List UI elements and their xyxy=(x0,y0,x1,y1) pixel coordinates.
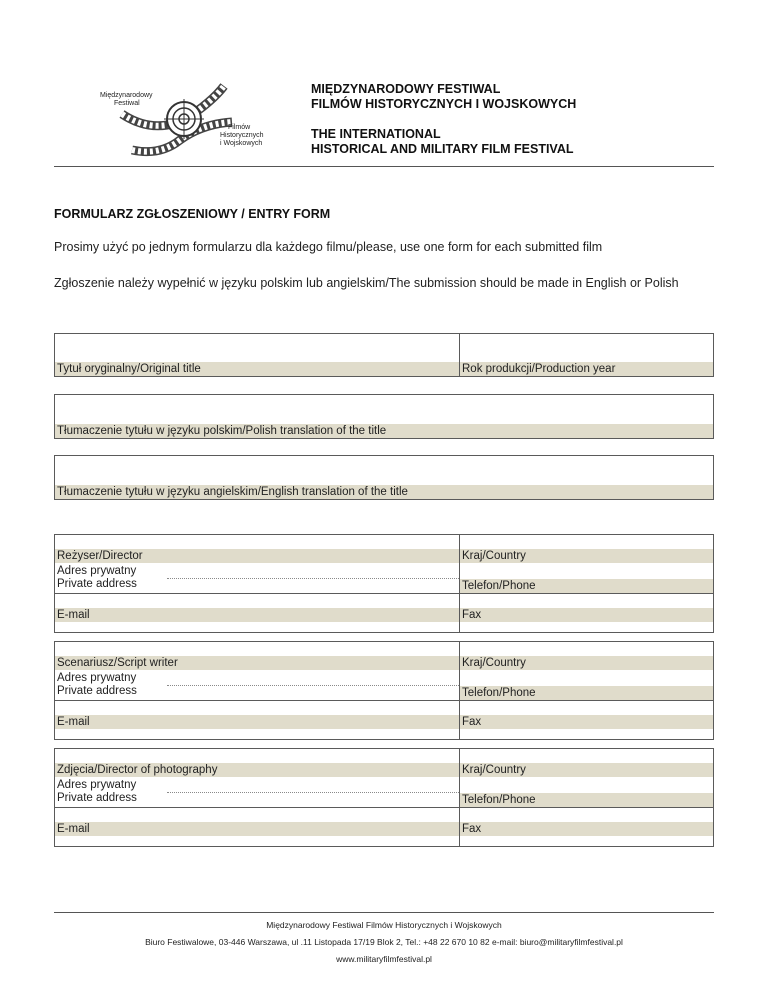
director-section xyxy=(54,534,714,633)
photography-address-input[interactable] xyxy=(167,779,459,807)
form-intro-language: Zgłoszenie należy wypełnić w języku polskim lub angielskim/The submission should be made in English or Polish xyxy=(54,276,679,290)
script-writer-address-input[interactable] xyxy=(167,672,459,700)
director-phone-label: Telefon/Phone xyxy=(460,579,713,593)
photography-fax-input[interactable] xyxy=(460,808,713,822)
header-title-en-line2: HISTORICAL AND MILITARY FILM FESTIVAL xyxy=(311,142,574,156)
address-dotted-line xyxy=(167,792,459,793)
address-dotted-line xyxy=(167,685,459,686)
photography-section xyxy=(54,748,714,847)
cell-divider xyxy=(459,535,460,632)
original-title-section xyxy=(54,333,714,377)
polish-translation-input[interactable] xyxy=(55,395,713,424)
script-writer-section xyxy=(54,641,714,740)
cell-divider xyxy=(459,749,460,846)
english-translation-section xyxy=(54,455,714,500)
script-writer-fax-input[interactable] xyxy=(460,701,713,715)
director-name-input[interactable] xyxy=(55,535,459,549)
header-title-pl-line2: FILMÓW HISTORYCZNYCH I WOJSKOWYCH xyxy=(311,97,577,111)
footer-contact: Biuro Festiwalowe, 03-446 Warszawa, ul .11 Listopada 17/19 Blok 2, Tel.: +48 22 670 10 82 e-mail: biuro@militaryfilmfestival.pl xyxy=(145,937,623,947)
photography-role-label: Zdjęcia/Director of photography xyxy=(55,763,459,777)
logo-text-line: Historycznych xyxy=(220,132,264,139)
script-writer-address-pl-label: Adres prywatny xyxy=(57,672,137,684)
director-email-label: E-mail xyxy=(55,608,459,622)
director-country-input[interactable] xyxy=(460,535,713,549)
photography-name-input[interactable] xyxy=(55,749,459,763)
logo-text-line: Międzynarodowy xyxy=(100,92,153,99)
script-writer-address-en-label: Private address xyxy=(57,685,137,697)
director-address-input[interactable] xyxy=(167,565,459,593)
script-writer-email-input[interactable] xyxy=(55,701,459,715)
photography-fax-label: Fax xyxy=(460,822,713,836)
logo-text-line: Filmów xyxy=(228,124,251,131)
photography-country-input[interactable] xyxy=(460,749,713,763)
director-fax-label: Fax xyxy=(460,608,713,622)
original-title-input[interactable] xyxy=(55,334,459,362)
director-fax-input[interactable] xyxy=(460,594,713,608)
festival-logo xyxy=(92,82,282,162)
form-title: FORMULARZ ZGŁOSZENIOWY / ENTRY FORM xyxy=(54,207,331,221)
script-writer-phone-input[interactable] xyxy=(460,672,713,686)
script-writer-name-input[interactable] xyxy=(55,642,459,656)
director-role-label: Reżyser/Director xyxy=(55,549,459,563)
cell-divider xyxy=(459,642,460,739)
footer-organization: Międzynarodowy Festiwal Filmów Historycznych i Wojskowych xyxy=(266,920,502,930)
director-country-label: Kraj/Country xyxy=(460,549,713,563)
logo-text-line: i Wojskowych xyxy=(220,140,263,147)
script-writer-phone-label: Telefon/Phone xyxy=(460,686,713,700)
header-divider xyxy=(54,166,714,167)
script-writer-fax-label: Fax xyxy=(460,715,713,729)
photography-email-input[interactable] xyxy=(55,808,459,822)
footer-divider xyxy=(54,912,714,913)
photography-country-label: Kraj/Country xyxy=(460,763,713,777)
script-writer-country-label: Kraj/Country xyxy=(460,656,713,670)
photography-phone-input[interactable] xyxy=(460,779,713,793)
photography-address-en-label: Private address xyxy=(57,792,137,804)
script-writer-email-label: E-mail xyxy=(55,715,459,729)
director-phone-input[interactable] xyxy=(460,565,713,579)
production-year-input[interactable] xyxy=(460,334,713,362)
footer-website-link[interactable]: www.militaryfilmfestival.pl xyxy=(336,954,432,964)
script-writer-role-label: Scenariusz/Script writer xyxy=(55,656,459,670)
photography-address-pl-label: Adres prywatny xyxy=(57,779,137,791)
header-title-pl-line1: MIĘDZYNARODOWY FESTIWAL xyxy=(311,82,501,96)
director-address-pl-label: Adres prywatny xyxy=(57,565,137,577)
photography-phone-label: Telefon/Phone xyxy=(460,793,713,807)
original-title-label: Tytuł oryginalny/Original title xyxy=(55,362,459,376)
photography-email-label: E-mail xyxy=(55,822,459,836)
address-dotted-line xyxy=(167,578,459,579)
production-year-label: Rok produkcji/Production year xyxy=(460,362,713,376)
polish-translation-section xyxy=(54,394,714,439)
script-writer-country-input[interactable] xyxy=(460,642,713,656)
header-title-en-line1: THE INTERNATIONAL xyxy=(311,127,441,141)
director-address-en-label: Private address xyxy=(57,578,137,590)
director-email-input[interactable] xyxy=(55,594,459,608)
english-translation-label: Tłumaczenie tytułu w języku angielskim/English translation of the title xyxy=(55,485,713,499)
form-intro-one-form: Prosimy użyć po jednym formularzu dla każdego filmu/please, use one form for each submitted film xyxy=(54,240,603,254)
english-translation-input[interactable] xyxy=(55,456,713,485)
polish-translation-label: Tłumaczenie tytułu w języku polskim/Polish translation of the title xyxy=(55,424,713,438)
logo-text-line: Festiwal xyxy=(114,100,140,107)
